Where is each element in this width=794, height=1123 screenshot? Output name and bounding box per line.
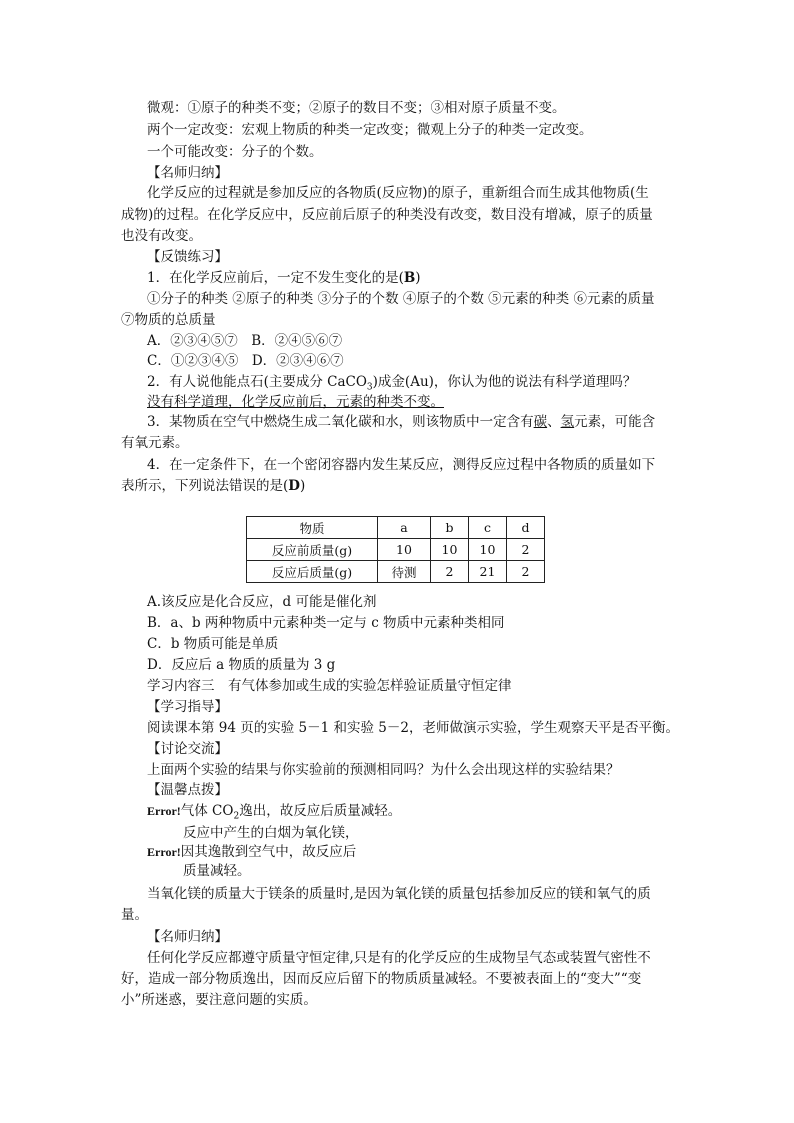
q4-stem: 4．在一定条件下，在一个密闭容器内发生某反应，测得反应过程中各物质的质量如下 — [147, 457, 656, 473]
summary2-line: 任何化学反应都遵守质量守恒定律,只是有的化学反应的生成物呈气态或装置气密性不 — [147, 950, 651, 966]
table-cell: 反应前质量(g) — [247, 539, 378, 561]
q1-answer: B — [403, 270, 416, 286]
mg-line: 量。 — [121, 907, 148, 923]
summary-heading: 【名师归纳】 — [147, 165, 228, 181]
mass-table — [246, 516, 545, 583]
q1-options-line: A．②③④⑤⑦ B．②④⑤⑥⑦ — [147, 333, 343, 349]
q4-option: C．b 物质可能是单质 — [147, 636, 279, 652]
summary2-line: 小”所迷惑，要注意问题的实质。 — [121, 992, 317, 1008]
q2-answer: 没有科学道理，化学反应前后，元素的种类不变。 — [147, 394, 444, 410]
q1-items-line: ⑦物质的总质量 — [121, 312, 216, 328]
table-cell: 21 — [469, 561, 507, 583]
discuss-heading: 【讨论交流】 — [147, 741, 228, 757]
table-row — [247, 517, 545, 539]
table-cell: 2 — [431, 561, 469, 583]
table-cell: d — [507, 517, 545, 539]
micro-line: 微观：①原子的种类不变；②原子的数目不变；③相对原子质量不变。 — [147, 100, 566, 116]
tip2-line: 质量减轻。 — [183, 863, 251, 879]
table-cell: 10 — [469, 539, 507, 561]
table-cell: 待测 — [378, 561, 431, 583]
q4-option: B．a、b 两种物质中元素种类一定与 c 物质中元素种类相同 — [147, 615, 505, 631]
two-changes-line: 两个一定改变：宏观上物质的种类一定改变；微观上分子的种类一定改变。 — [147, 122, 593, 138]
table-cell: 2 — [507, 539, 545, 561]
mg-line: 当氧化镁的质量大于镁条的质量时,是因为氧化镁的质量包括参加反应的镁和氧气的质 — [147, 886, 651, 902]
table-cell: 10 — [431, 539, 469, 561]
q4-option: A.该反应是化合反应，d 可能是催化剂 — [147, 594, 377, 610]
error-label: Error! — [147, 845, 181, 859]
summary-line: 也没有改变。 — [121, 228, 202, 244]
table-cell: c — [469, 517, 507, 539]
error-label: Error! — [147, 804, 181, 818]
summary2-line: 好，造成一部分物质逸出，因而反应后留下的物质质量减轻。不要被表面上的“变大”“变 — [121, 971, 642, 987]
q4-option: D．反应后 a 物质的质量为 3 g — [147, 657, 336, 673]
table-row — [247, 561, 545, 583]
tips-heading: 【温馨点拨】 — [147, 782, 228, 798]
summary-line: 成物)的过程。在化学反应中，反应前后原子的种类没有改变，数目没有增减，原子的质量 — [121, 207, 653, 223]
tip2-line: 反应中产生的白烟为氧化镁， — [183, 825, 359, 841]
summary2-heading: 【名师归纳】 — [147, 929, 228, 945]
summary-line: 化学反应的过程就是参加反应的各物质(反应物)的原子，重新组合而生成其他物质(生 — [147, 185, 649, 201]
table-row — [247, 539, 545, 561]
guide-text: 阅读课本第 94 页的实验 5－1 和实验 5－2，老师做演示实验，学生观察天平是否平衡。 — [147, 720, 679, 736]
q3-line2: 有氧元素。 — [121, 435, 189, 451]
q1-items-line: ①分子的种类 ②原子的种类 ③分子的个数 ④原子的个数 ⑤元素的种类 ⑥元素的质量 — [147, 291, 655, 307]
section-title: 学习内容三 有气体参加或生成的实验怎样验证质量守恒定律 — [147, 678, 512, 694]
table-cell: b — [431, 517, 469, 539]
discuss-text: 上面两个实验的结果与你实验前的预测相同吗？为什么会出现这样的实验结果？ — [147, 762, 620, 778]
table-cell: a — [378, 517, 431, 539]
guide-heading: 【学习指导】 — [147, 699, 228, 715]
tip2-line: Error!因其逸散到空气中，故反应后 — [147, 844, 357, 860]
q2-stem: 2．有人说他能点石(主要成分 CaCO$_3$)成金(Au)，你认为他的说法有科学道理吗？ — [147, 374, 637, 393]
table-cell: 反应后质量(g) — [247, 561, 378, 583]
q3-blank: 氢 — [560, 414, 575, 430]
q3-stem: 3．某物质在空气中燃烧生成二氧化碳和水，则该物质中一定含有碳、氢元素，可能含 — [147, 414, 656, 430]
table-cell: 10 — [378, 539, 431, 561]
q1-options-line: C．①②③④⑤ D．②③④⑥⑦ — [147, 353, 344, 369]
q4-answer: D — [288, 478, 300, 494]
tip1-line: Error!气体 $CO_2$逸出，故反应后质量减轻。 — [147, 803, 402, 822]
table-cell: 物质 — [247, 517, 378, 539]
table-cell: 2 — [507, 561, 545, 583]
q1-stem: 1．在化学反应前后，一定不发生变化的是(B) — [147, 270, 421, 286]
q4-stem-line2: 表所示，下列说法错误的是(D) — [121, 478, 306, 494]
q3-blank: 碳 — [533, 414, 548, 430]
one-possible-line: 一个可能改变：分子的个数。 — [147, 144, 323, 160]
practice-heading: 【反馈练习】 — [147, 249, 228, 265]
